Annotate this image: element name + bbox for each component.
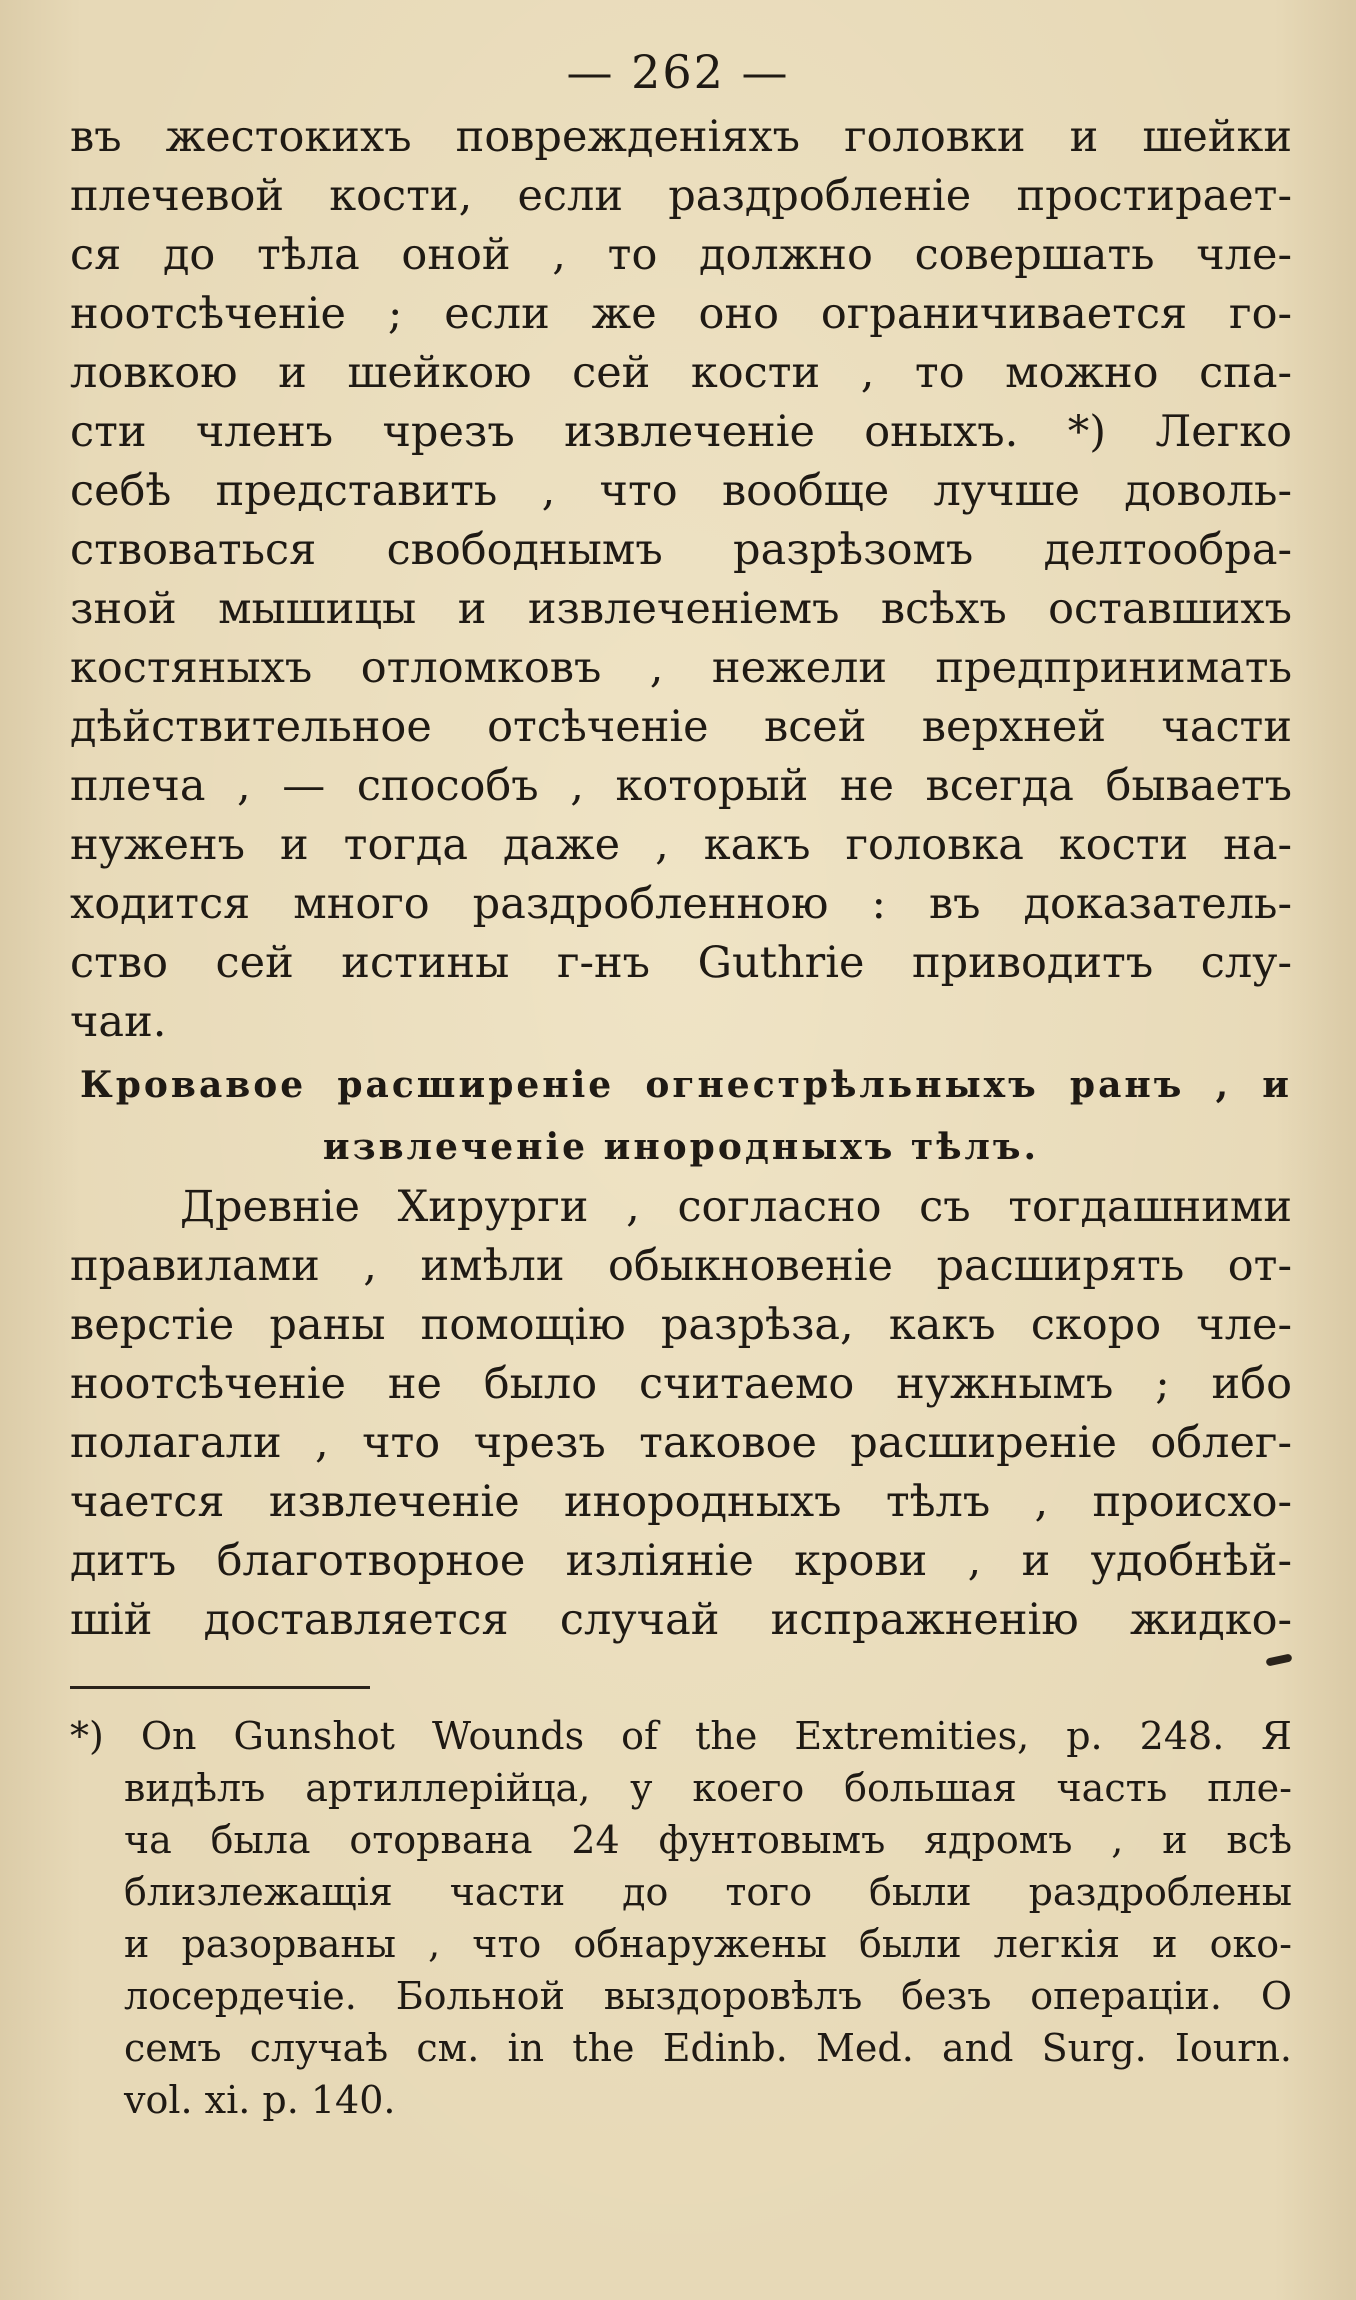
heading-line: Кровавое расширеніе огнестрѣльныхъ ранъ , и bbox=[80, 1064, 1292, 1106]
text-line: въ жестокихъ поврежденіяхъ головки и шейки bbox=[70, 112, 1292, 162]
text-line: сти членъ чрезъ извлеченіе оныхъ. *) Легко bbox=[70, 407, 1292, 457]
main-text bbox=[70, 108, 1292, 2126]
text-line: чается извлеченіе инородныхъ тѣлъ , происхо- bbox=[70, 1477, 1292, 1527]
footnote-line: близлежащія части до того были раздроблены bbox=[124, 1870, 1292, 1914]
text-line: ство сей истины г-нъ Guthrie приводитъ слу- bbox=[70, 938, 1292, 988]
text-line: правилами , имѣли обыкновеніе расширять от- bbox=[70, 1241, 1292, 1291]
text-line: дѣйствительное отсѣченіе всей верхней части bbox=[70, 702, 1292, 752]
text-line: ся до тѣла оной , то должно совершать чле- bbox=[70, 230, 1292, 280]
footnote-separator bbox=[70, 1650, 1292, 1704]
text-line: дитъ благотворное изліяніе крови , и удобнѣй- bbox=[70, 1536, 1292, 1586]
section-heading bbox=[70, 1054, 1292, 1178]
footnote-line: vol. xi. p. 140. bbox=[124, 2078, 396, 2122]
paragraph-2 bbox=[70, 1178, 1292, 1650]
footnote-line: *) On Gunshot Wounds of the Extremities, p. 248. Я bbox=[70, 1714, 1292, 1758]
footnote-line: семъ случаѣ см. in the Edinb. Med. and Surg. Iourn. bbox=[124, 2026, 1292, 2070]
text-line: верстіе раны помощію разрѣза, какъ скоро чле- bbox=[70, 1300, 1292, 1350]
footnote-line: ча была оторвана 24 фунтовымъ ядромъ , и всѣ bbox=[124, 1818, 1292, 1862]
text-line: ноотсѣченіе не было считаемо нужнымъ ; ибо bbox=[70, 1359, 1292, 1409]
footnote bbox=[70, 1710, 1292, 2126]
text-line: ноотсѣченіе ; если же оно ограничивается го- bbox=[70, 289, 1292, 339]
text-line: нуженъ и тогда даже , какъ головка кости на- bbox=[70, 820, 1292, 870]
heading-line: извлеченіе инородныхъ тѣлъ. bbox=[322, 1126, 1040, 1168]
text-line: плеча , — способъ , который не всегда бываетъ bbox=[70, 761, 1292, 811]
text-line: полагали , что чрезъ таковое расширеніе облег- bbox=[70, 1418, 1292, 1468]
ink-mark bbox=[1265, 1653, 1292, 1666]
text-line: чаи. bbox=[70, 997, 167, 1047]
text-line: плечевой кости, если раздробленіе простирает- bbox=[70, 171, 1292, 221]
text-line: ловкою и шейкою сей кости , то можно спа- bbox=[70, 348, 1292, 398]
footnote-line: лосердечіе. Больной выздоровѣлъ безъ операціи. О bbox=[124, 1974, 1292, 2018]
footnote-line: видѣлъ артиллерійца, у коего большая часть пле- bbox=[124, 1766, 1292, 1810]
text-line: шій доставляется случай испражненію жидко- bbox=[70, 1595, 1292, 1645]
text-line: ходится много раздробленною : въ доказатель- bbox=[70, 879, 1292, 929]
text-line: себѣ представить , что вообще лучше доволь- bbox=[70, 466, 1292, 516]
text-line: ствоваться свободнымъ разрѣзомъ делтообра- bbox=[70, 525, 1292, 575]
text-line: Древніе Хирурги , согласно съ тогдашними bbox=[180, 1182, 1292, 1232]
text-line: костяныхъ отломковъ , нежели предпринимать bbox=[70, 643, 1292, 693]
page-number: — 262 — bbox=[566, 45, 790, 99]
paragraph-1 bbox=[70, 108, 1292, 1052]
footnote-rule bbox=[70, 1686, 370, 1689]
footnote-line: и разорваны , что обнаружены были легкія и око- bbox=[124, 1922, 1292, 1966]
text-line: зной мышицы и извлеченіемъ всѣхъ оставшихъ bbox=[70, 584, 1292, 634]
